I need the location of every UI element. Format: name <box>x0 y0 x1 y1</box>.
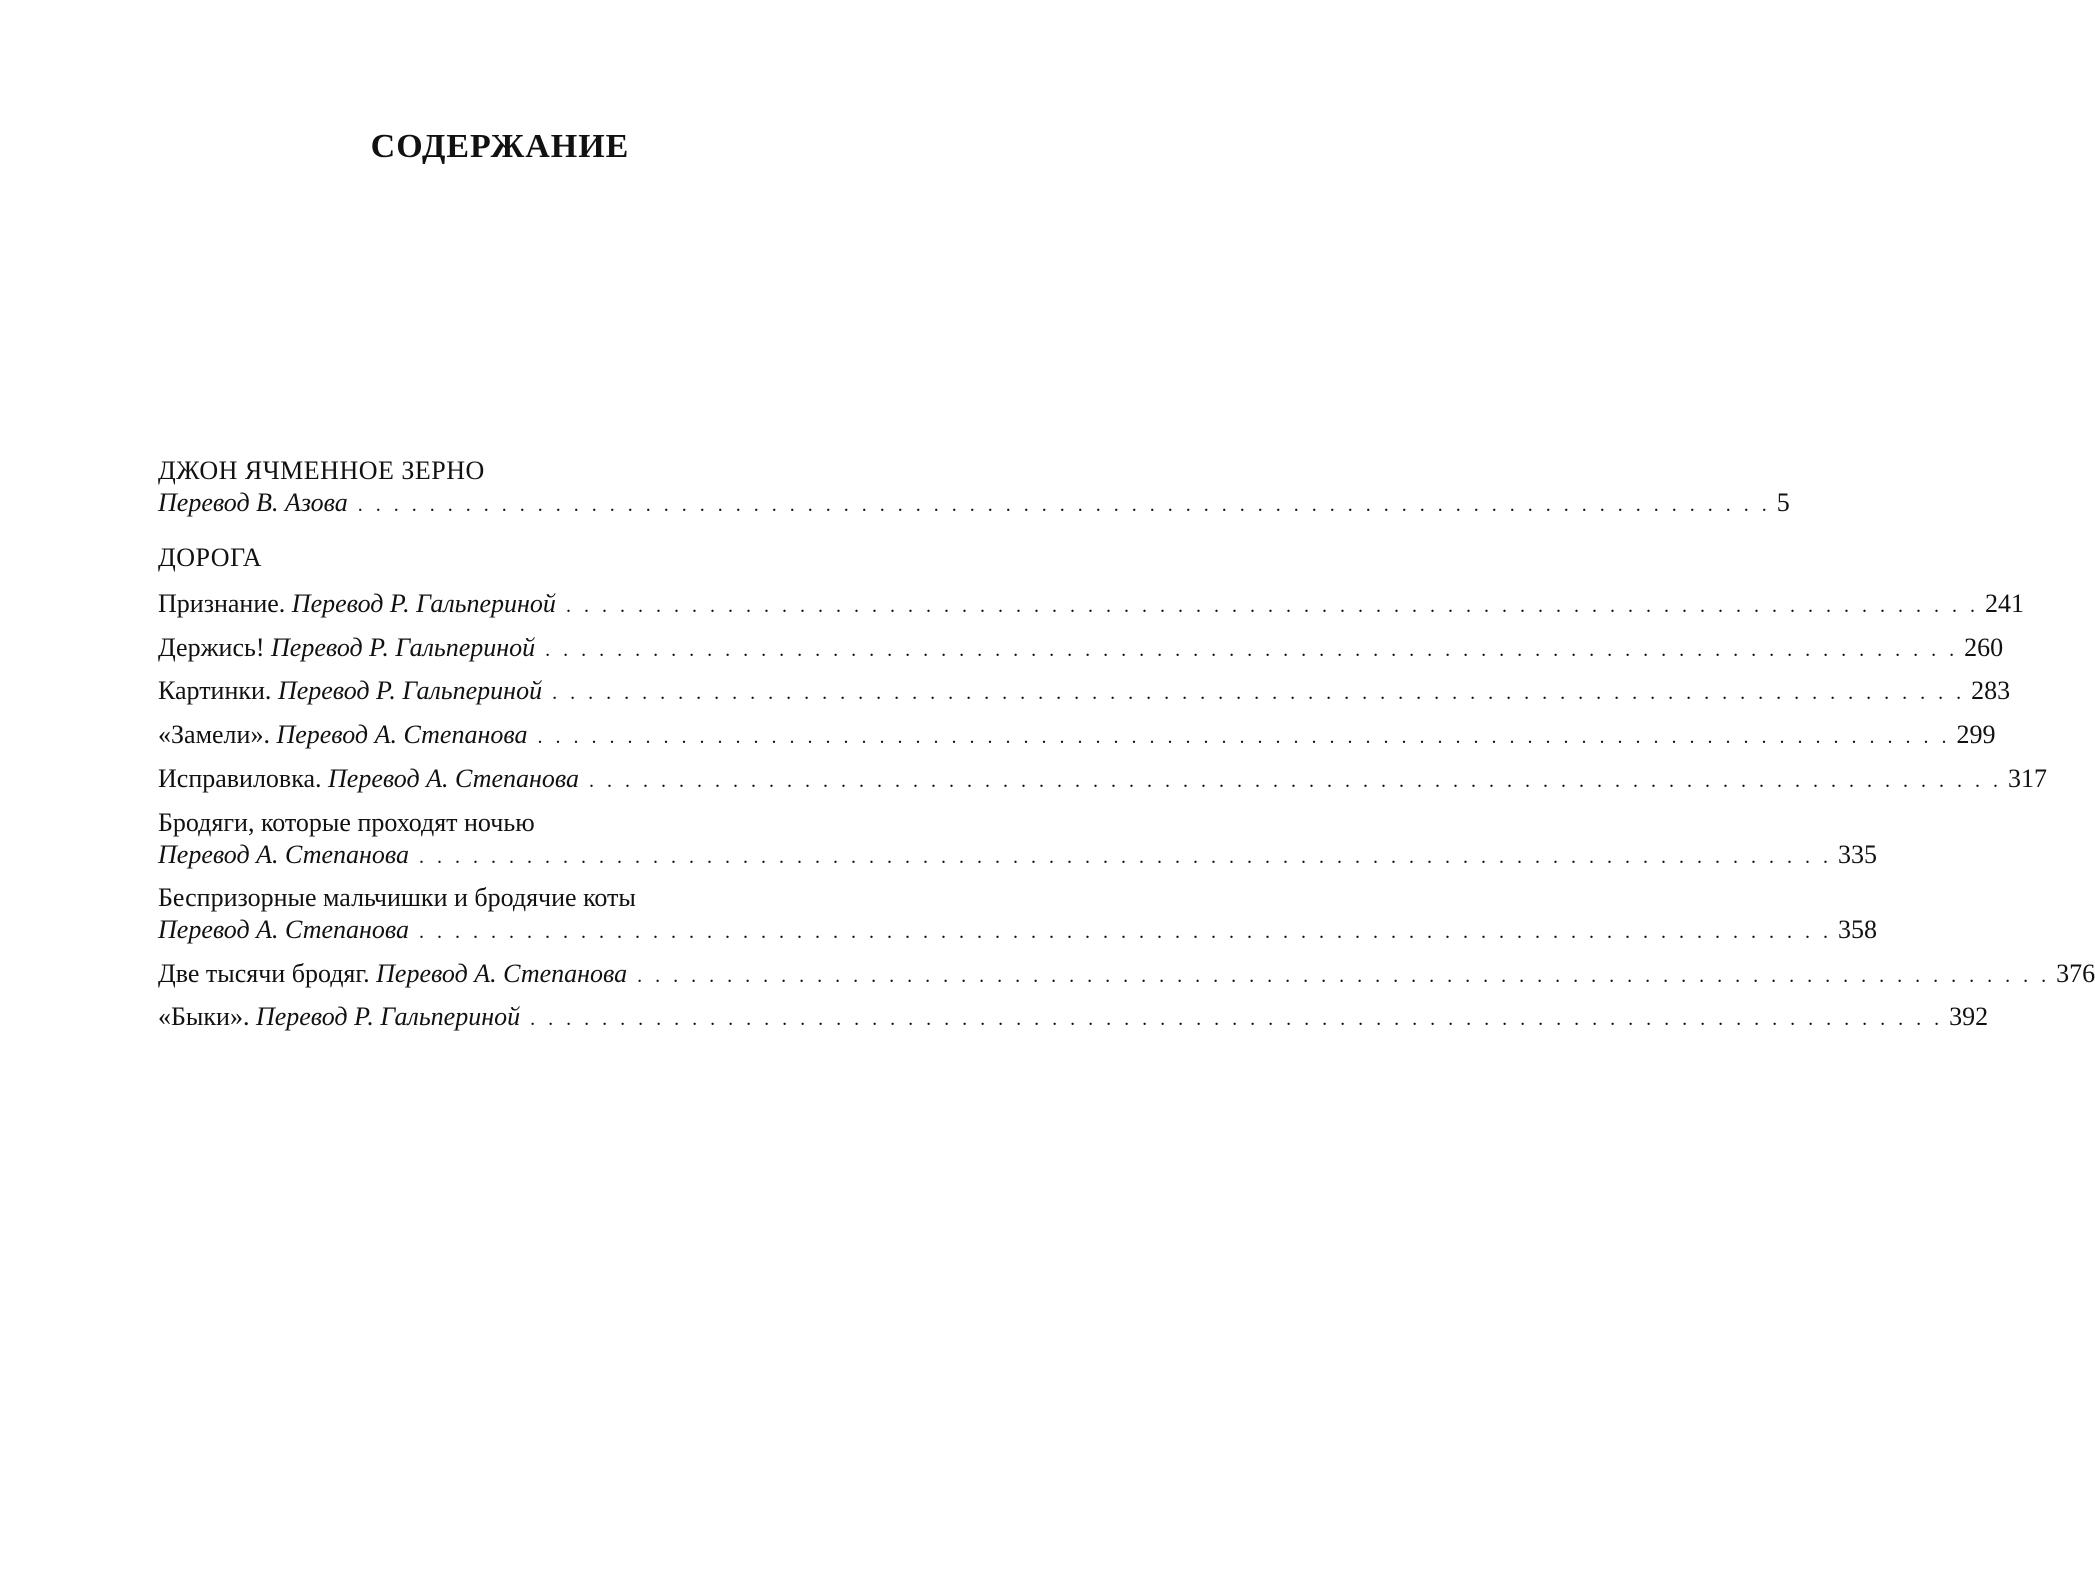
dot-leader: . . . . . . . . . . . . . . . . . . . . . . . . . . . . . . . . . . . . . . . . . . . . . . . . . . . . . . . . . . . . . . . . . . . . . . . . . . . . . . . <box>357 494 1771 516</box>
translator-credit: Перевод А. Степанова <box>158 915 410 944</box>
dot-leader: . . . . . . . . . . . . . . . . . . . . . . . . . . . . . . . . . . . . . . . . . . . . . . . . . . . . . . . . . . . . . . . . . . . . . . . . . . . . . . . <box>565 595 1979 617</box>
translator-credit: Перевод А. Степанова <box>328 764 580 793</box>
toc-entry[interactable] <box>158 1002 1989 1032</box>
entry-title: Картинки. <box>158 676 272 705</box>
entry-title: Держись! <box>158 633 265 662</box>
dot-leader: . . . . . . . . . . . . . . . . . . . . . . . . . . . . . . . . . . . . . . . . . . . . . . . . . . . . . . . . . . . . . . . . . . . . . . . . . . . . . . . <box>545 639 1959 661</box>
entry-title: «Быки». <box>158 1002 250 1031</box>
toc-entry[interactable] <box>158 764 2048 794</box>
page-number: 317 <box>2008 764 2048 793</box>
translator-credit: Перевод Р. Гальпериной <box>255 1002 521 1031</box>
translator-credit: Перевод Р. Гальпериной <box>291 589 556 618</box>
dot-leader: . . . . . . . . . . . . . . . . . . . . . . . . . . . . . . . . . . . . . . . . . . . . . . . . . . . . . . . . . . . . . . . . . . . . . . . . . . . . . . . <box>537 726 1951 748</box>
page-number: 392 <box>1949 1002 1989 1031</box>
entry-title: «Замели». <box>158 720 270 749</box>
toc-entry[interactable] <box>158 488 1790 518</box>
translator-credit: Перевод А. Степанова <box>276 720 528 749</box>
page-title: СОДЕРЖАНИЕ <box>370 128 630 165</box>
page-number: 299 <box>1956 720 1996 749</box>
toc-entry[interactable] <box>158 959 2095 989</box>
page-number: 335 <box>1838 840 1878 869</box>
entry-title: Признание. <box>158 589 286 618</box>
dot-leader: . . . . . . . . . . . . . . . . . . . . . . . . . . . . . . . . . . . . . . . . . . . . . . . . . . . . . . . . . . . . . . . . . . . . . . . . . . . . . . . <box>637 965 2051 987</box>
translator-credit: Перевод Р. Гальпериной <box>271 633 536 662</box>
page-number: 260 <box>1964 633 2004 662</box>
section-heading-road: ДОРОГА <box>158 543 263 572</box>
dot-leader: . . . . . . . . . . . . . . . . . . . . . . . . . . . . . . . . . . . . . . . . . . . . . . . . . . . . . . . . . . . . . . . . . . . . . . . . . . . . . . . <box>530 1008 1944 1030</box>
dot-leader: . . . . . . . . . . . . . . . . . . . . . . . . . . . . . . . . . . . . . . . . . . . . . . . . . . . . . . . . . . . . . . . . . . . . . . . . . . . . . . . <box>419 921 1833 943</box>
translator-credit: Перевод В. Азова <box>158 488 348 517</box>
page-number: 283 <box>1971 676 2011 705</box>
toc-entry[interactable] <box>158 840 1878 870</box>
translator-credit: Перевод А. Степанова <box>158 840 410 869</box>
toc-entry[interactable] <box>158 720 1996 750</box>
page-number: 5 <box>1776 488 1790 517</box>
section-heading-john-barleycorn: ДЖОН ЯЧМЕННОЕ ЗЕРНО <box>158 456 485 485</box>
page-number: 358 <box>1838 915 1878 944</box>
dot-leader: . . . . . . . . . . . . . . . . . . . . . . . . . . . . . . . . . . . . . . . . . . . . . . . . . . . . . . . . . . . . . . . . . . . . . . . . . . . . . . . <box>419 846 1833 868</box>
page-number: 241 <box>1984 589 2024 618</box>
translator-credit: Перевод Р. Гальпериной <box>277 676 543 705</box>
toc-entry[interactable] <box>158 589 2024 619</box>
toc-entry[interactable] <box>158 676 2011 706</box>
dot-leader: . . . . . . . . . . . . . . . . . . . . . . . . . . . . . . . . . . . . . . . . . . . . . . . . . . . . . . . . . . . . . . . . . . . . . . . . . . . . . . . <box>589 770 2003 792</box>
translator-credit: Перевод А. Степанова <box>376 959 628 988</box>
entry-title: Бродяги, которые проходят ночью <box>158 808 535 837</box>
entry-title: Исправиловка. <box>158 764 322 793</box>
toc-entry[interactable] <box>158 633 2004 663</box>
dot-leader: . . . . . . . . . . . . . . . . . . . . . . . . . . . . . . . . . . . . . . . . . . . . . . . . . . . . . . . . . . . . . . . . . . . . . . . . . . . . . . . <box>552 682 1966 704</box>
entry-title: Две тысячи бродяг. <box>158 959 370 988</box>
toc-entry[interactable] <box>158 915 1878 945</box>
page-number: 376 <box>2056 959 2095 988</box>
entry-title: Беспризорные мальчишки и бродячие коты <box>158 883 636 912</box>
